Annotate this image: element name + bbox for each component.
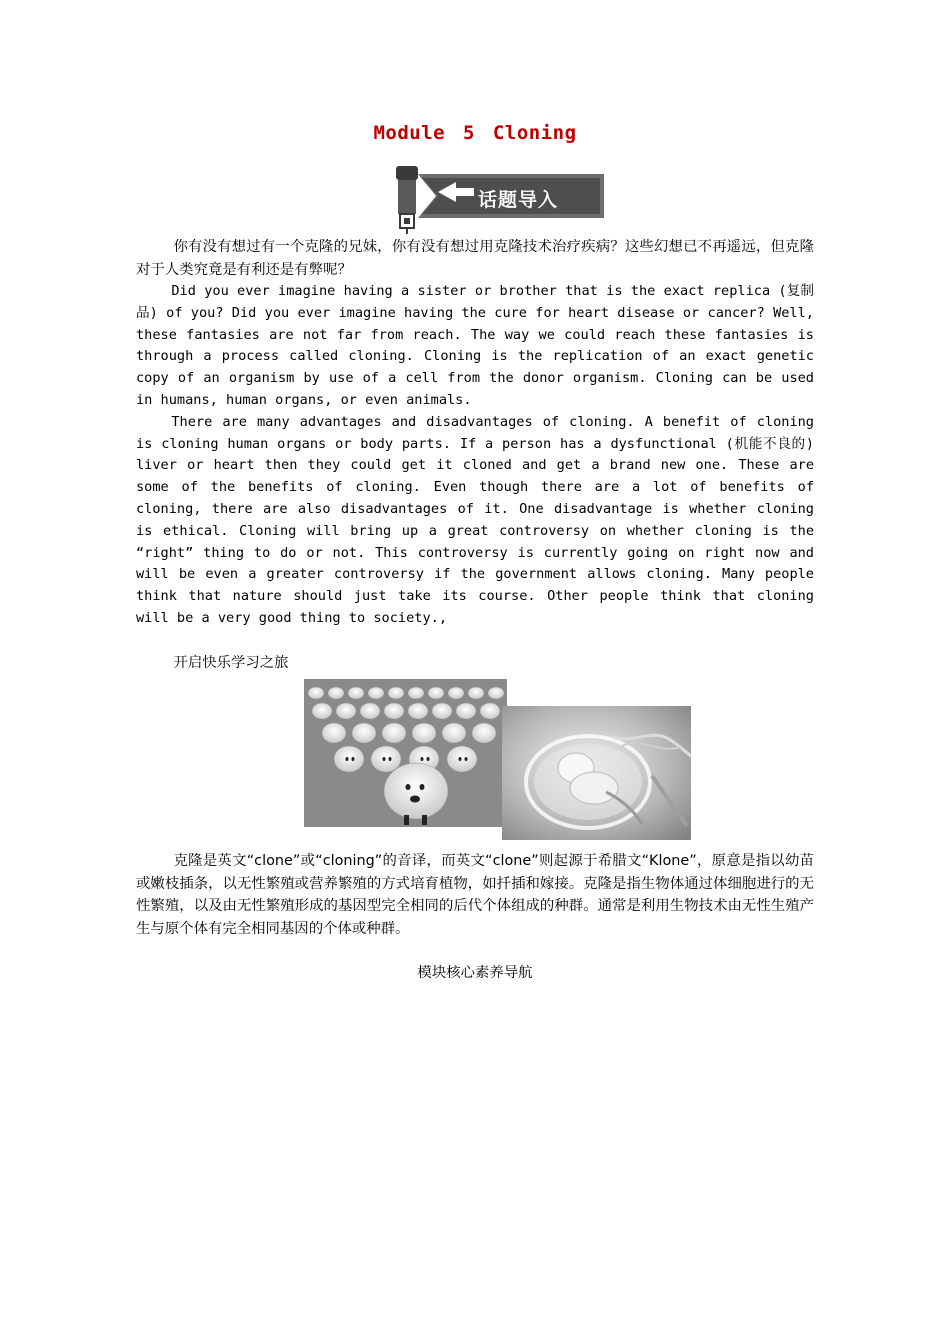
page-title: Module 5 Cloning — [373, 122, 577, 144]
module-core-navigation-heading: 模块核心素养导航 — [417, 965, 533, 981]
topic-badge — [392, 164, 604, 234]
section-heading: 开启快乐学习之旅 — [173, 654, 289, 671]
cloning-definition-paragraph: Did you ever imagine having a sister or brother that is the exact replica (复制品) of you? Did you ever imagine having the cure for heart disease or cancer? Well, these fantasies are not far from reach. The way we could reach these fantasies is through a process called cloning. Cloning is the replication of an exact genetic copy of an organism by use of a cell from the donor organism. Cloning can be used in humans, human organs, or even animals. — [136, 283, 814, 408]
intro-question-paragraph: 你有没有想过有一个克隆的兄妹，你有没有想过用克隆技术治疗疾病？这些幻想已不再遥远，但克隆对于人类究竟是有利还是有弊呢？ — [136, 239, 814, 278]
embryo-petri-dish-image — [502, 706, 691, 840]
cloning-etymology-paragraph: 克隆是英文“clone”或“cloning”的音译，而英文“clone”则起源于希腊文“Klone”，原意是指以幼苗或嫩枝插条，以无性繁殖或营养繁殖的方式培育植物，如扦插和嫁接。克隆是指生物体通过体细胞进行的无性繁殖，以及由无性繁殖形成的基因型完全相同的后代个体组成的种群。通常是利用生物技术由无性生殖产生与原个体有完全相同基因的个体或种群。 — [136, 853, 814, 937]
cloning-etymology-section — [136, 850, 814, 940]
cloned-sheep-crowd-image — [304, 679, 507, 827]
topic-badge-label: 话题导入 — [478, 189, 559, 211]
article-body — [136, 236, 814, 674]
advantages-disadvantages-paragraph: There are many advantages and disadvantages of cloning. A benefit of cloning is cloning human organs or body parts. If a person has a dysfunctional (机能不良的) liver or heart then they could get it cloned and get a brand new one. These are some of the benefits of cloning. Even though there are a lot of benefits of cloning, there are also disadvantages of it. One disadvantage is whether cloning is ethical. Cloning will bring up a great controversy on whether cloning is the “right” thing to do or not. This controversy is currently going on right now and will be even a greater controversy if the government allows cloning. Many people think that nature should just take its course. Other people think that cloning will be a very good thing to society., — [136, 413, 814, 626]
